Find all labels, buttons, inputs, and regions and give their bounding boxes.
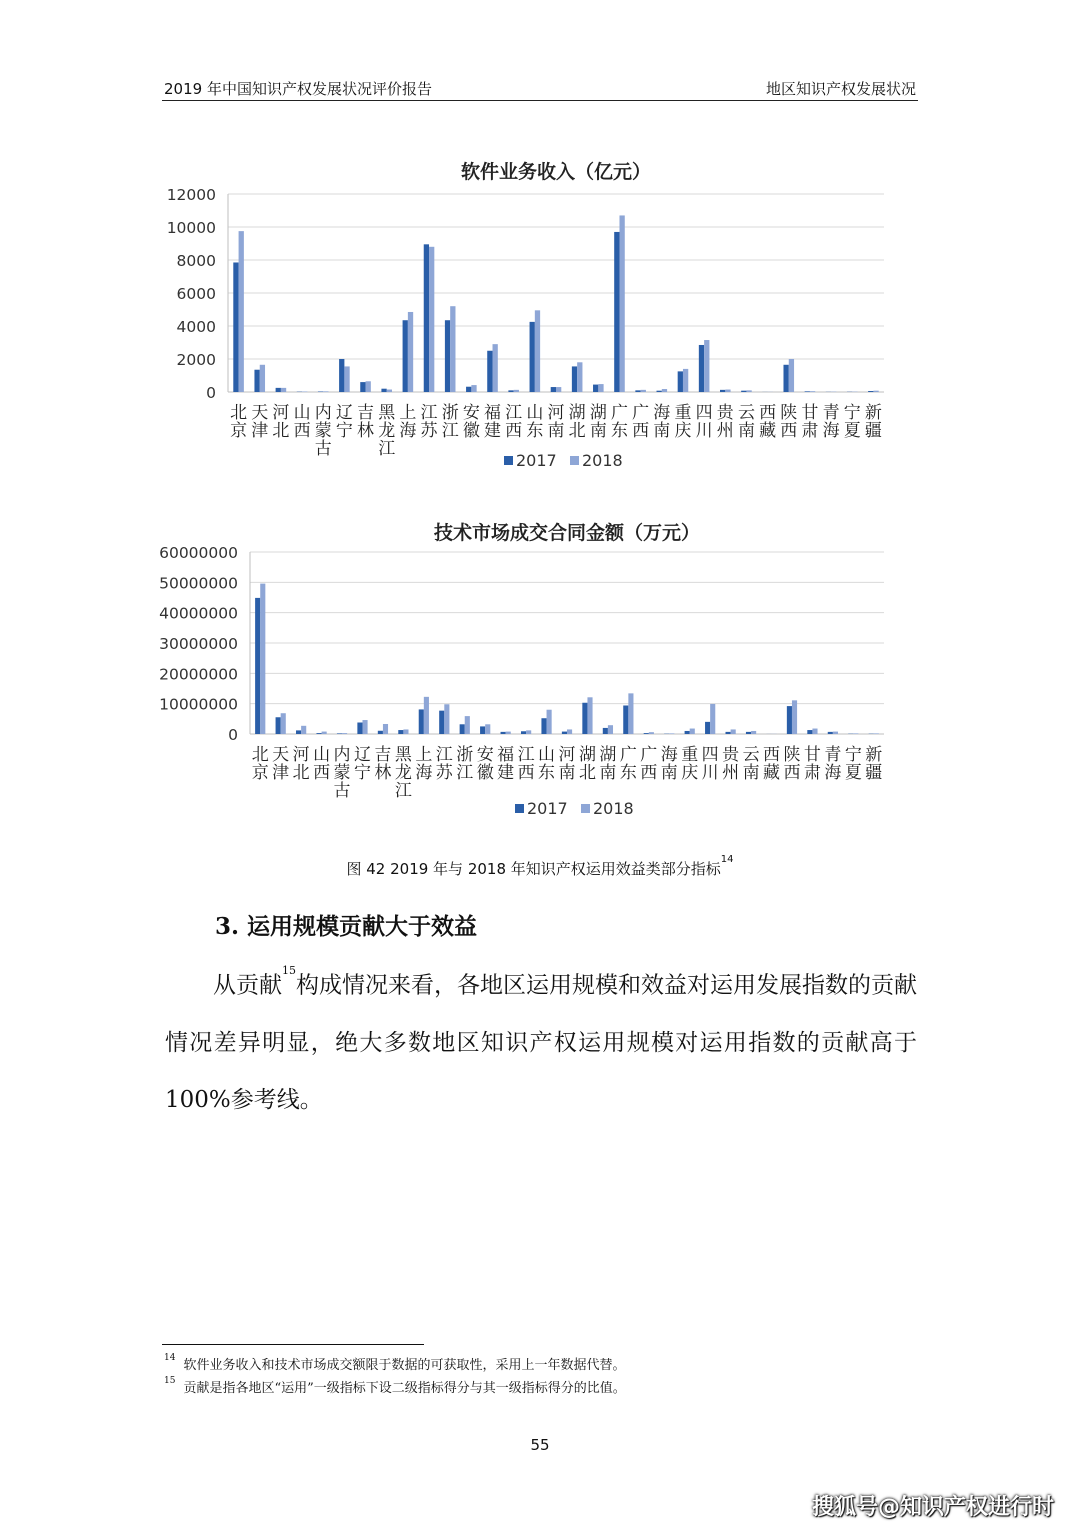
x-category-label: 南 xyxy=(589,421,607,441)
bar-2018 xyxy=(683,369,688,392)
legend-swatch xyxy=(515,804,524,813)
bar-2018 xyxy=(281,713,286,734)
bar-2018 xyxy=(471,385,476,392)
bar-2017 xyxy=(787,706,792,734)
y-tick-label: 4000 xyxy=(176,318,216,336)
bar-2018 xyxy=(366,381,371,392)
x-category-label: 上 xyxy=(415,745,433,765)
bar-2018 xyxy=(260,365,265,392)
figure-caption-text: 图 42 2019 年与 2018 年知识产权运用效益类部分指标 xyxy=(346,860,721,878)
x-category-label: 北 xyxy=(272,421,290,441)
bar-2017 xyxy=(644,733,649,734)
bar-2017 xyxy=(360,382,365,392)
software-revenue-svg xyxy=(150,150,910,480)
bar-2018 xyxy=(690,729,695,734)
footnote-text: 软件业务收入和技术市场成交额限于数据的可获取性，采用上一年数据代替。 xyxy=(183,1358,626,1373)
x-category-label: 津 xyxy=(272,763,290,783)
bar-2017 xyxy=(530,322,535,392)
bar-2018 xyxy=(362,720,367,734)
x-category-label: 徽 xyxy=(476,763,494,783)
bar-2018 xyxy=(567,729,572,734)
bar-2018 xyxy=(547,710,552,734)
bar-2018 xyxy=(587,697,592,734)
bar-2018 xyxy=(710,704,715,734)
bar-2017 xyxy=(501,732,506,734)
bar-2018 xyxy=(641,390,646,392)
bar-2017 xyxy=(572,366,577,392)
footnote-divider xyxy=(162,1344,424,1345)
x-category-label: 浙 xyxy=(456,745,474,765)
x-category-label: 川 xyxy=(695,421,713,441)
x-category-label: 徽 xyxy=(462,421,480,441)
bar-2017 xyxy=(551,387,556,392)
bar-2018 xyxy=(577,362,582,392)
bar-2017 xyxy=(233,262,238,392)
x-category-label: 西 xyxy=(517,763,535,783)
bar-2018 xyxy=(260,584,265,734)
x-category-label: 广 xyxy=(632,403,650,423)
x-category-label: 天 xyxy=(251,403,269,423)
bar-2017 xyxy=(254,370,259,392)
x-category-label: 天 xyxy=(272,745,290,765)
page-number: 55 xyxy=(530,1436,550,1454)
bar-2018 xyxy=(619,215,624,392)
footnote-number: 14 xyxy=(164,1352,176,1363)
bar-2018 xyxy=(506,732,511,734)
paragraph-part1: 从贡献 xyxy=(213,972,282,999)
x-category-label: 海 xyxy=(399,421,417,441)
x-category-label: 疆 xyxy=(864,421,882,441)
x-category-label: 古 xyxy=(314,439,332,459)
bar-2017 xyxy=(746,732,751,734)
paragraph-part2: 构成情况来看，各地区运用规模和效益对运用发展指数的贡献情况差异明显，绝大多数地区知识产权运用规模对运用指数的贡献高于 100%参考线。 xyxy=(165,972,917,1113)
bar-2018 xyxy=(408,312,413,392)
x-category-label: 宁 xyxy=(844,745,862,765)
x-category-label: 山 xyxy=(526,403,544,423)
y-tick-label: 50000000 xyxy=(159,574,238,593)
bar-2017 xyxy=(339,359,344,392)
x-category-label: 云 xyxy=(742,745,760,765)
legend-swatch xyxy=(504,456,513,465)
footnote-14 xyxy=(164,1354,625,1373)
bar-2017 xyxy=(657,391,662,392)
bar-2018 xyxy=(493,344,498,392)
x-category-label: 南 xyxy=(547,421,565,441)
bar-2018 xyxy=(526,730,531,734)
bar-2017 xyxy=(720,390,725,392)
x-category-label: 宁 xyxy=(353,763,371,783)
bar-2018 xyxy=(387,390,392,392)
body-text xyxy=(165,952,917,1129)
x-category-label: 湖 xyxy=(589,403,607,423)
legend-swatch xyxy=(581,804,590,813)
bar-2018 xyxy=(444,704,449,734)
bar-2017 xyxy=(466,387,471,392)
bar-2017 xyxy=(623,705,628,734)
y-tick-label: 8000 xyxy=(176,252,216,270)
y-tick-label: 30000000 xyxy=(159,635,238,653)
x-category-label: 东 xyxy=(610,421,628,441)
x-category-label: 夏 xyxy=(843,421,861,441)
x-category-label: 西 xyxy=(783,763,801,783)
bar-2018 xyxy=(429,247,434,392)
x-category-label: 北 xyxy=(568,421,586,441)
y-tick-label: 0 xyxy=(206,384,216,402)
x-category-label: 海 xyxy=(660,745,678,765)
bar-2018 xyxy=(514,390,519,392)
x-category-label: 河 xyxy=(558,745,576,765)
bar-2017 xyxy=(480,726,485,734)
figure-caption xyxy=(0,854,1080,879)
bar-2017 xyxy=(635,390,640,392)
bar-2018 xyxy=(704,340,709,392)
bar-2018 xyxy=(810,391,815,392)
x-category-label: 湖 xyxy=(578,745,596,765)
chart-title: 技术市场成交合同金额（万元） xyxy=(433,522,701,544)
x-category-label: 山 xyxy=(293,403,311,423)
header-section-title: 地区知识产权发展状况 xyxy=(765,80,916,98)
x-category-label: 黑 xyxy=(394,745,412,765)
x-category-label: 重 xyxy=(681,745,699,765)
bar-2017 xyxy=(276,717,281,734)
bar-2017 xyxy=(424,244,429,392)
x-category-label: 江 xyxy=(435,745,453,765)
x-category-label: 福 xyxy=(497,745,515,765)
x-category-label: 州 xyxy=(716,421,734,441)
x-category-label: 北 xyxy=(578,763,596,783)
x-category-label: 肃 xyxy=(803,763,821,783)
bar-2018 xyxy=(485,724,490,734)
footnote-15 xyxy=(164,1377,626,1396)
x-category-label: 海 xyxy=(824,763,842,783)
x-category-label: 云 xyxy=(737,403,755,423)
x-category-label: 江 xyxy=(378,439,396,459)
x-category-label: 东 xyxy=(538,763,556,783)
x-category-label: 古 xyxy=(333,781,351,801)
x-category-label: 北 xyxy=(251,745,269,765)
x-category-label: 贵 xyxy=(716,403,734,423)
bar-2017 xyxy=(562,732,567,734)
legend-label: 2017 xyxy=(516,451,557,470)
x-category-label: 州 xyxy=(722,763,740,783)
x-category-label: 上 xyxy=(399,403,417,423)
x-category-label: 川 xyxy=(701,763,719,783)
bar-2017 xyxy=(705,722,710,734)
x-category-label: 南 xyxy=(742,763,760,783)
bar-2018 xyxy=(322,732,327,734)
x-category-label: 龙 xyxy=(378,421,396,441)
x-category-label: 西 xyxy=(759,403,777,423)
x-category-label: 京 xyxy=(230,421,248,441)
x-category-label: 甘 xyxy=(803,745,821,765)
y-tick-label: 10000000 xyxy=(159,695,238,714)
x-category-label: 北 xyxy=(230,403,248,423)
x-category-label: 西 xyxy=(313,763,331,783)
x-category-label: 津 xyxy=(251,421,269,441)
x-category-label: 东 xyxy=(526,421,544,441)
bar-2017 xyxy=(685,731,690,734)
y-tick-label: 12000 xyxy=(166,186,216,204)
bar-2018 xyxy=(556,387,561,392)
chart-tech-market xyxy=(150,508,910,820)
legend-label: 2018 xyxy=(593,799,634,818)
bar-2018 xyxy=(281,388,286,392)
bar-2017 xyxy=(699,345,704,392)
bar-2018 xyxy=(792,700,797,734)
x-category-label: 内 xyxy=(333,745,351,765)
watermark: 搜狐号@知识产权进行时 xyxy=(811,1495,1054,1520)
x-category-label: 龙 xyxy=(394,763,412,783)
x-category-label: 西 xyxy=(640,763,658,783)
bar-2018 xyxy=(812,729,817,734)
x-category-label: 南 xyxy=(660,763,678,783)
caption-footnote-ref[interactable]: 14 xyxy=(720,854,734,865)
bar-2017 xyxy=(487,351,492,392)
x-category-label: 建 xyxy=(484,421,502,441)
x-category-label: 东 xyxy=(619,763,637,783)
x-category-label: 京 xyxy=(251,763,269,783)
x-category-label: 湖 xyxy=(568,403,586,423)
bar-2017 xyxy=(603,728,608,734)
x-category-label: 广 xyxy=(619,745,637,765)
section-heading: 3. 运用规模贡献大于效益 xyxy=(215,913,478,940)
paragraph-footnote-ref[interactable]: 15 xyxy=(282,964,296,977)
x-category-label: 河 xyxy=(547,403,565,423)
bar-2017 xyxy=(296,730,301,734)
x-category-label: 藏 xyxy=(759,421,777,441)
x-category-label: 广 xyxy=(610,403,628,423)
footnote-number: 15 xyxy=(164,1375,176,1386)
legend-label: 2018 xyxy=(582,451,623,470)
x-category-label: 辽 xyxy=(335,403,353,423)
bar-2017 xyxy=(460,724,465,734)
bar-2017 xyxy=(357,723,362,734)
x-category-label: 苏 xyxy=(435,763,453,783)
bar-2017 xyxy=(381,389,386,392)
bar-2018 xyxy=(465,716,470,734)
x-category-label: 江 xyxy=(517,745,535,765)
x-category-label: 庆 xyxy=(674,421,692,441)
bar-2018 xyxy=(450,306,455,392)
y-tick-label: 6000 xyxy=(176,285,216,303)
bar-2018 xyxy=(342,733,347,734)
bar-2017 xyxy=(807,730,812,734)
chart-title: 软件业务收入（亿元） xyxy=(460,161,652,183)
x-category-label: 安 xyxy=(476,745,494,765)
bar-2018 xyxy=(746,390,751,392)
x-category-label: 江 xyxy=(505,403,523,423)
x-category-label: 重 xyxy=(674,403,692,423)
bar-2017 xyxy=(439,711,444,734)
chart-software-revenue xyxy=(150,150,910,480)
bar-2017 xyxy=(868,391,873,392)
x-category-label: 湖 xyxy=(599,745,617,765)
x-category-label: 陕 xyxy=(783,745,801,765)
x-category-label: 新 xyxy=(864,403,882,423)
x-category-label: 西 xyxy=(780,421,798,441)
y-tick-label: 10000 xyxy=(166,219,216,237)
bar-2017 xyxy=(741,391,746,392)
x-category-label: 广 xyxy=(640,745,658,765)
x-category-label: 西 xyxy=(763,745,781,765)
x-category-label: 疆 xyxy=(865,763,883,783)
header-report-title: 2019 年中国知识产权发展状况评价报告 xyxy=(164,80,432,98)
x-category-label: 藏 xyxy=(763,763,781,783)
x-category-label: 安 xyxy=(462,403,480,423)
bar-2017 xyxy=(276,388,281,392)
bar-2018 xyxy=(323,391,328,392)
legend-swatch xyxy=(570,456,579,465)
x-category-label: 建 xyxy=(497,763,515,783)
x-category-label: 江 xyxy=(420,403,438,423)
bar-2018 xyxy=(669,733,674,734)
bar-2017 xyxy=(255,598,260,734)
x-category-label: 新 xyxy=(865,745,883,765)
x-category-label: 江 xyxy=(394,781,412,801)
x-category-label: 河 xyxy=(292,745,310,765)
x-category-label: 四 xyxy=(695,403,713,423)
bar-2018 xyxy=(301,726,306,734)
x-category-label: 蒙 xyxy=(333,763,351,783)
x-category-label: 四 xyxy=(701,745,719,765)
body-paragraph xyxy=(165,952,917,1129)
bar-2018 xyxy=(725,390,730,392)
bar-2018 xyxy=(535,310,540,392)
x-category-label: 南 xyxy=(599,763,617,783)
bar-2017 xyxy=(582,703,587,734)
x-category-label: 辽 xyxy=(353,745,371,765)
bar-2017 xyxy=(419,709,424,734)
x-category-label: 海 xyxy=(653,403,671,423)
x-category-label: 陕 xyxy=(780,403,798,423)
bar-2018 xyxy=(239,231,244,392)
bar-2018 xyxy=(731,729,736,734)
bar-2018 xyxy=(403,729,408,734)
x-category-label: 浙 xyxy=(441,403,459,423)
x-category-label: 福 xyxy=(484,403,502,423)
bar-2017 xyxy=(828,732,833,734)
x-category-label: 庆 xyxy=(681,763,699,783)
bar-2017 xyxy=(805,391,810,392)
bar-2018 xyxy=(853,733,858,734)
x-category-label: 蒙 xyxy=(314,421,332,441)
x-category-label: 北 xyxy=(292,763,310,783)
bar-2018 xyxy=(383,724,388,734)
x-category-label: 江 xyxy=(456,763,474,783)
legend-label: 2017 xyxy=(527,799,568,818)
x-category-label: 西 xyxy=(632,421,650,441)
x-category-label: 苏 xyxy=(420,421,438,441)
bar-2018 xyxy=(424,697,429,734)
bar-2017 xyxy=(403,320,408,392)
bar-2017 xyxy=(508,390,513,392)
y-tick-label: 20000000 xyxy=(159,665,238,684)
x-category-label: 山 xyxy=(313,745,331,765)
y-tick-label: 0 xyxy=(228,726,238,744)
bar-2018 xyxy=(608,725,613,734)
x-category-label: 海 xyxy=(822,421,840,441)
x-category-label: 吉 xyxy=(357,403,375,423)
bar-2017 xyxy=(726,732,731,734)
bar-2017 xyxy=(593,385,598,392)
x-category-label: 林 xyxy=(357,421,375,441)
x-category-label: 夏 xyxy=(844,763,862,783)
x-category-label: 吉 xyxy=(374,745,392,765)
x-category-label: 南 xyxy=(653,421,671,441)
y-tick-label: 60000000 xyxy=(159,544,238,562)
bar-2018 xyxy=(598,384,603,392)
bar-2018 xyxy=(649,732,654,734)
x-category-label: 南 xyxy=(737,421,755,441)
x-category-label: 海 xyxy=(415,763,433,783)
bar-2018 xyxy=(751,731,756,734)
x-category-label: 青 xyxy=(824,745,842,765)
x-category-label: 南 xyxy=(558,763,576,783)
x-category-label: 林 xyxy=(374,763,392,783)
bar-2018 xyxy=(873,391,878,392)
bar-2017 xyxy=(337,733,342,734)
bar-2017 xyxy=(378,731,383,734)
bar-2017 xyxy=(783,365,788,392)
x-category-label: 内 xyxy=(314,403,332,423)
y-tick-label: 40000000 xyxy=(159,604,238,623)
bar-2017 xyxy=(541,718,546,734)
bar-2018 xyxy=(833,732,838,734)
x-category-label: 贵 xyxy=(722,745,740,765)
y-tick-label: 2000 xyxy=(176,351,216,369)
x-category-label: 肃 xyxy=(801,421,819,441)
x-category-label: 西 xyxy=(293,421,311,441)
bar-2017 xyxy=(398,730,403,734)
x-category-label: 宁 xyxy=(335,421,353,441)
footnote-text: 贡献是指各地区“运用”一级指标下设二级指标得分与其一级指标得分的比值。 xyxy=(183,1381,626,1396)
x-category-label: 西 xyxy=(505,421,523,441)
bar-2017 xyxy=(445,320,450,392)
bar-2018 xyxy=(789,359,794,392)
bar-2018 xyxy=(874,733,879,734)
x-category-label: 甘 xyxy=(801,403,819,423)
x-category-label: 青 xyxy=(822,403,840,423)
page-header xyxy=(162,78,918,101)
bar-2018 xyxy=(662,389,667,392)
x-category-label: 河 xyxy=(272,403,290,423)
tech-market-svg xyxy=(150,508,910,820)
bar-2017 xyxy=(678,371,683,392)
bar-2017 xyxy=(521,731,526,734)
bar-2017 xyxy=(614,232,619,392)
x-category-label: 宁 xyxy=(843,403,861,423)
bar-2018 xyxy=(344,366,349,392)
bar-2018 xyxy=(628,693,633,734)
x-category-label: 山 xyxy=(538,745,556,765)
x-category-label: 黑 xyxy=(378,403,396,423)
bar-2017 xyxy=(316,733,321,734)
x-category-label: 江 xyxy=(441,421,459,441)
